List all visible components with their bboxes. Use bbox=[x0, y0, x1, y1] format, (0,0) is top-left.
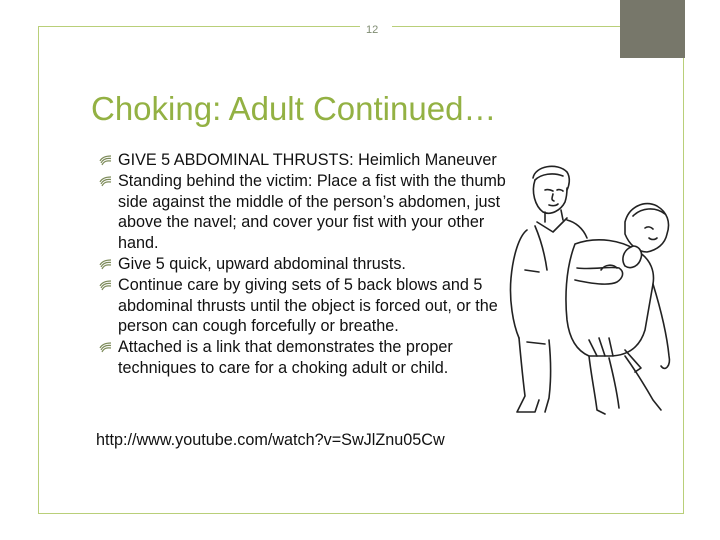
bullet-text: Continue care by giving sets of 5 back blows and 5 abdominal thrusts until the object is forced out, or the person can cough forcefully or breathe. bbox=[118, 275, 498, 336]
bullet-list bbox=[96, 150, 526, 379]
swirl-bullet-icon bbox=[97, 339, 113, 355]
bullet-item bbox=[96, 275, 526, 337]
bullet-item bbox=[96, 337, 526, 379]
bullet-item bbox=[96, 254, 526, 275]
swirl-bullet-icon bbox=[97, 173, 113, 189]
slide-title: Choking: Adult Continued… bbox=[91, 90, 497, 127]
swirl-bullet-icon bbox=[97, 256, 113, 272]
video-link[interactable]: http://www.youtube.com/watch?v=SwJlZnu05Cw bbox=[96, 431, 445, 449]
bullet-text: GIVE 5 ABDOMINAL THRUSTS: Heimlich Maneuver bbox=[118, 151, 497, 169]
bullet-item bbox=[96, 171, 526, 254]
bullet-text: Attached is a link that demonstrates the proper techniques to care for a choking adult or child. bbox=[118, 338, 453, 377]
bullet-item bbox=[96, 150, 526, 171]
corner-decoration bbox=[620, 0, 685, 58]
bullet-text: Give 5 quick, upward abdominal thrusts. bbox=[118, 254, 406, 273]
bullet-text: Standing behind the victim: Place a fist with the thumb side against the middle of the person’s abdomen, just above the navel; and cover your fist with your other hand. bbox=[118, 171, 506, 253]
swirl-bullet-icon bbox=[97, 277, 113, 293]
heimlich-maneuver-illustration bbox=[505, 160, 680, 425]
swirl-bullet-icon bbox=[97, 152, 113, 168]
page-number: 12 bbox=[366, 24, 379, 36]
